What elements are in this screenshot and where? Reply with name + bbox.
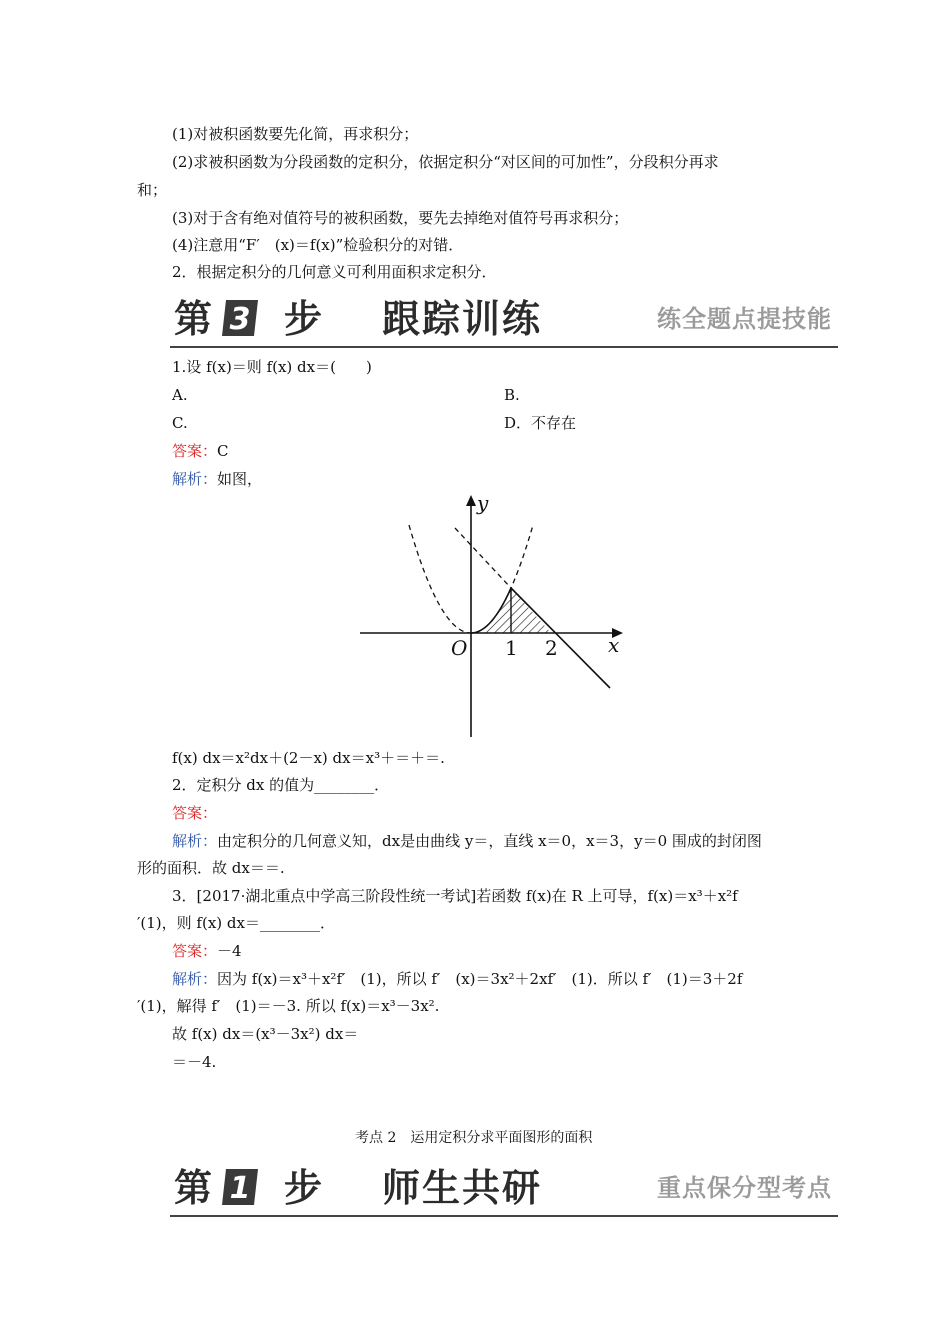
answer-value: C <box>217 442 229 460</box>
q2-analysis-a <box>172 831 762 851</box>
q1-option-c: C. <box>172 414 188 432</box>
analysis-text: 如图， <box>217 470 263 488</box>
y-label: y <box>477 492 489 515</box>
q1-formula: f(x) dx＝x²dx＋(2－x) dx＝x³＋＝＋＝. <box>172 749 445 767</box>
analysis-label: 解析： <box>172 970 218 988</box>
answer-label: 答案： <box>172 942 218 960</box>
intro-line-3: (3)对于含有绝对值符号的被积函数，要先去掉绝对值符号再求积分； <box>172 209 629 227</box>
q3-analysis-c: 故 f(x) dx＝(x³－3x²) dx＝ <box>172 1025 359 1043</box>
q3-analysis-b: ′(1)，解得 f′ (1)＝－3. 所以 f(x)＝x³－3x². <box>137 997 440 1015</box>
analysis-text: 由定积分的几何意义知，dx是由曲线 y＝，直线 x＝0，x＝3，y＝0 围成的封闭图 <box>217 832 762 850</box>
answer-label: 答案： <box>172 442 218 460</box>
q1-option-a: A. <box>172 386 188 404</box>
step-number-badge <box>220 298 260 338</box>
intro-line-4: (4)注意用“F′ (x)＝f(x)”检验积分的对错． <box>172 236 464 254</box>
banner-rule <box>170 1215 838 1217</box>
q1-stem: 1.设 f(x)＝则 f(x) dx＝( ) <box>172 358 372 376</box>
tick-1-label: 1 <box>505 636 518 660</box>
banner-subtitle: 练全题点提技能 <box>657 305 832 333</box>
banner-bu: 步 <box>284 297 323 341</box>
q1-answer <box>172 441 229 461</box>
answer-value: －4 <box>217 942 242 960</box>
analysis-text: 因为 f(x)＝x³＋x²f′ (1)，所以 f′ (x)＝3x²＋2xf′ (1)．所以 f′ (1)＝3＋2f <box>217 970 743 988</box>
x-label: x <box>608 633 620 657</box>
q2-analysis-b: 形的面积．故 dx＝＝. <box>137 859 285 877</box>
banner-di: 第 <box>174 297 213 341</box>
q3-analysis-d: ＝－4. <box>172 1053 217 1071</box>
section-title: 考点 2 运用定积分求平面图形的面积 <box>355 1130 593 1146</box>
intro-line-2a: (2)求被积函数为分段函数的定积分，依据定积分“对区间的可加性”，分段积分再求 <box>172 153 719 171</box>
banner-title: 师生共研 <box>382 1166 543 1210</box>
tick-2-label: 2 <box>545 636 558 660</box>
origin-label: O <box>451 636 468 660</box>
q3-answer <box>172 941 242 961</box>
section-banner-research <box>170 1165 838 1217</box>
analysis-label: 解析： <box>172 832 218 850</box>
intro-line-2b: 和； <box>137 181 168 199</box>
line-solid <box>511 588 610 688</box>
intro-line-5: 2．根据定积分的几何意义可利用面积求定积分． <box>172 263 497 281</box>
banner-subtitle: 重点保分型考点 <box>657 1174 832 1202</box>
q3-analysis-a <box>172 969 742 989</box>
q2-answer <box>172 803 217 823</box>
badge-number: 3 <box>229 302 251 337</box>
section-banner-tracking <box>170 296 838 348</box>
answer-label: 答案： <box>172 804 218 822</box>
y-axis-arrow <box>466 495 476 506</box>
banner-title: 跟踪训练 <box>382 297 543 341</box>
badge-number: 1 <box>229 1171 251 1206</box>
q2-stem: 2．定积分 dx 的值为________． <box>172 776 390 794</box>
q3-stem-b: ′(1)，则 f(x) dx＝________． <box>137 914 335 932</box>
banner-di: 第 <box>174 1166 213 1210</box>
q3-stem-a: 3．[2017·湖北重点中学高三阶段性统一考试]若函数 f(x)在 R 上可导，f(x)＝x³＋x²f <box>172 887 738 905</box>
q1-analysis <box>172 469 262 489</box>
step-number-badge <box>220 1167 260 1207</box>
banner-bu: 步 <box>284 1166 323 1210</box>
q1-option-b: B. <box>504 386 520 404</box>
intro-line-1: (1)对被积函数要先化简，再求积分； <box>172 125 419 143</box>
banner-rule <box>170 346 838 348</box>
q1-option-d: D．不存在 <box>504 414 577 432</box>
function-graph <box>355 492 625 740</box>
analysis-label: 解析： <box>172 470 218 488</box>
line-dashed <box>455 528 511 588</box>
